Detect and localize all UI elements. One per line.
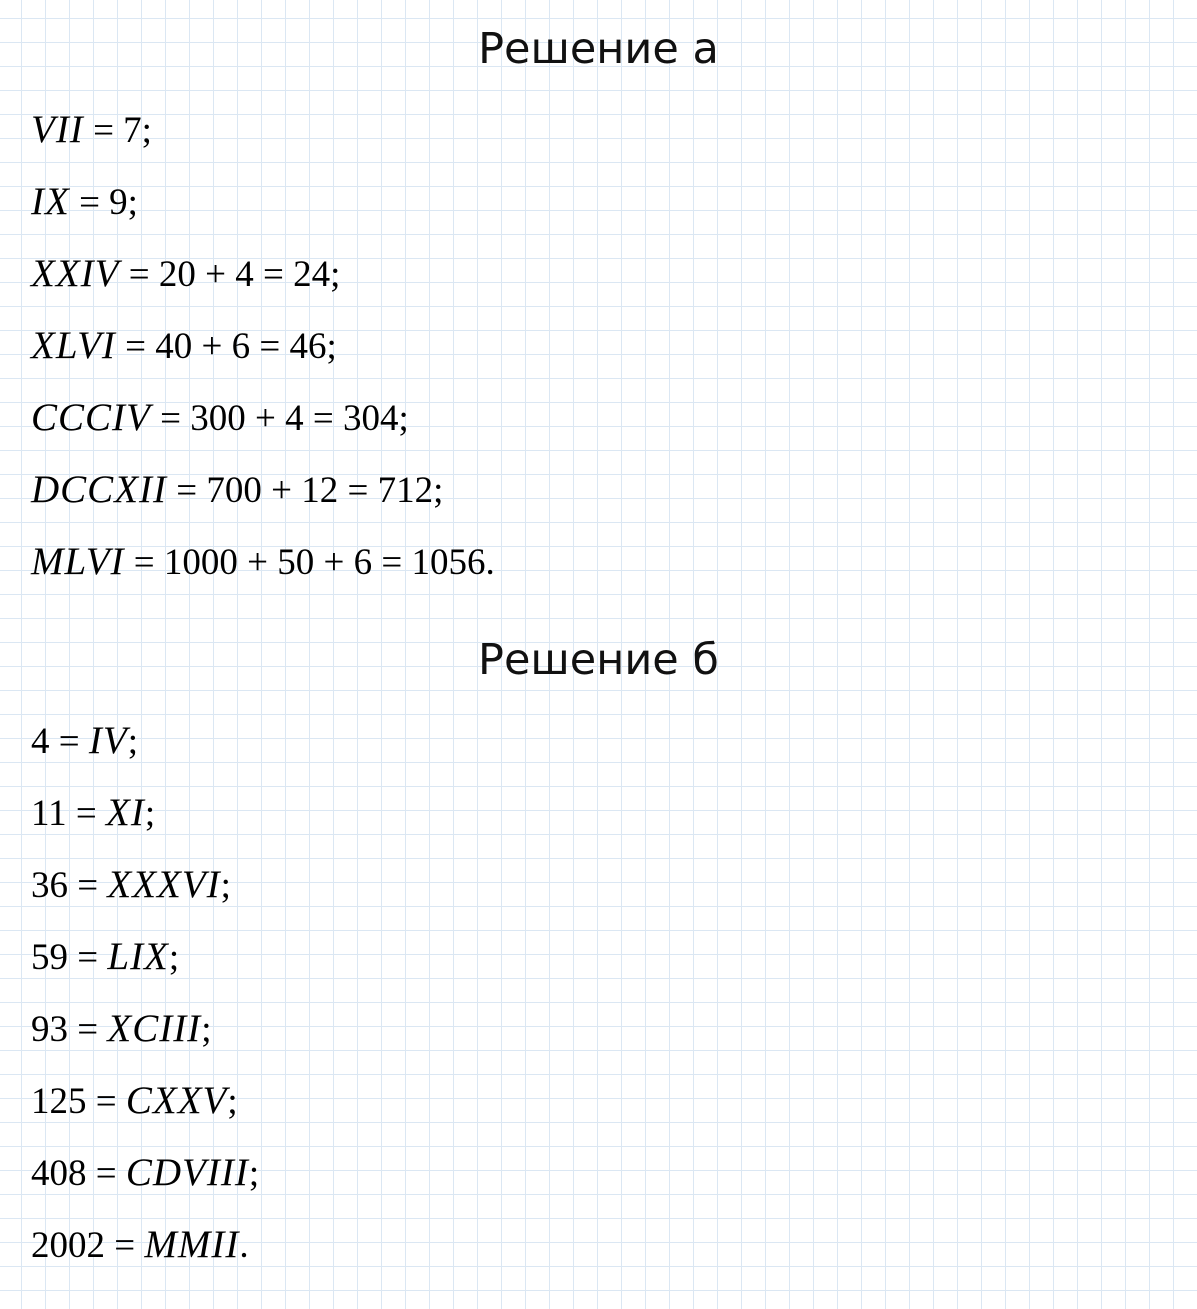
roman-numeral: CDVIII	[125, 1151, 249, 1194]
equation-number: 59 =	[31, 937, 108, 978]
roman-numeral: DCCXII	[31, 468, 167, 511]
equation-line	[31, 932, 179, 982]
equation-end: ;	[227, 1081, 238, 1122]
equation-end: ;	[248, 1153, 260, 1194]
equation-line	[31, 393, 409, 443]
equation-end: ;	[144, 793, 156, 834]
equation-number: 4 =	[31, 721, 89, 762]
roman-numeral: IX	[31, 180, 70, 223]
roman-numeral: CCCIV	[31, 396, 151, 439]
equation-line	[31, 105, 152, 155]
equation-line	[31, 860, 231, 910]
roman-numeral: MMII	[144, 1223, 240, 1266]
equation-end: .	[239, 1225, 249, 1266]
roman-numeral: XI	[106, 791, 145, 834]
equation-number: 93 =	[31, 1009, 108, 1050]
roman-numeral: IV	[88, 719, 128, 762]
roman-numeral: XXIV	[31, 252, 120, 295]
section-a-title: Решение а	[478, 24, 719, 74]
equation-line	[31, 1004, 211, 1054]
equation-value: = 40 + 6 = 46;	[115, 326, 337, 367]
equation-number: 2002 =	[31, 1225, 145, 1266]
equation-value: = 1000 + 50 + 6 = 1056.	[124, 542, 495, 583]
equation-value: = 20 + 4 = 24;	[119, 254, 341, 295]
equation-number: 11 =	[31, 793, 106, 834]
section-b-title: Решение б	[478, 635, 719, 685]
equation-end: ;	[201, 1009, 212, 1050]
equation-line	[31, 1148, 259, 1198]
equation-line	[31, 1076, 238, 1126]
equation-value: = 9;	[69, 182, 138, 223]
roman-numeral: MLVI	[31, 540, 125, 583]
equation-end: ;	[168, 937, 180, 978]
equation-line	[31, 788, 155, 838]
equation-number: 36 =	[31, 865, 108, 906]
equation-line	[31, 1220, 249, 1270]
roman-numeral: CXXV	[125, 1079, 228, 1122]
equation-line	[31, 249, 340, 299]
equation-value: = 700 + 12 = 712;	[167, 470, 444, 511]
roman-numeral: VII	[31, 108, 84, 151]
equation-value: = 7;	[83, 110, 152, 151]
equation-line	[31, 537, 495, 587]
roman-numeral: XLVI	[31, 324, 116, 367]
equation-line	[31, 716, 138, 766]
roman-numeral: LIX	[107, 935, 169, 978]
equation-number: 125 =	[31, 1081, 126, 1122]
roman-numeral: XXXVI	[107, 863, 221, 906]
equation-line	[31, 321, 337, 371]
equation-line	[31, 465, 443, 515]
equation-line	[31, 177, 138, 227]
roman-numeral: XCIII	[107, 1007, 202, 1050]
equation-number: 408 =	[31, 1153, 126, 1194]
equation-value: = 300 + 4 = 304;	[150, 398, 409, 439]
equation-end: ;	[220, 865, 231, 906]
equation-end: ;	[127, 721, 138, 762]
